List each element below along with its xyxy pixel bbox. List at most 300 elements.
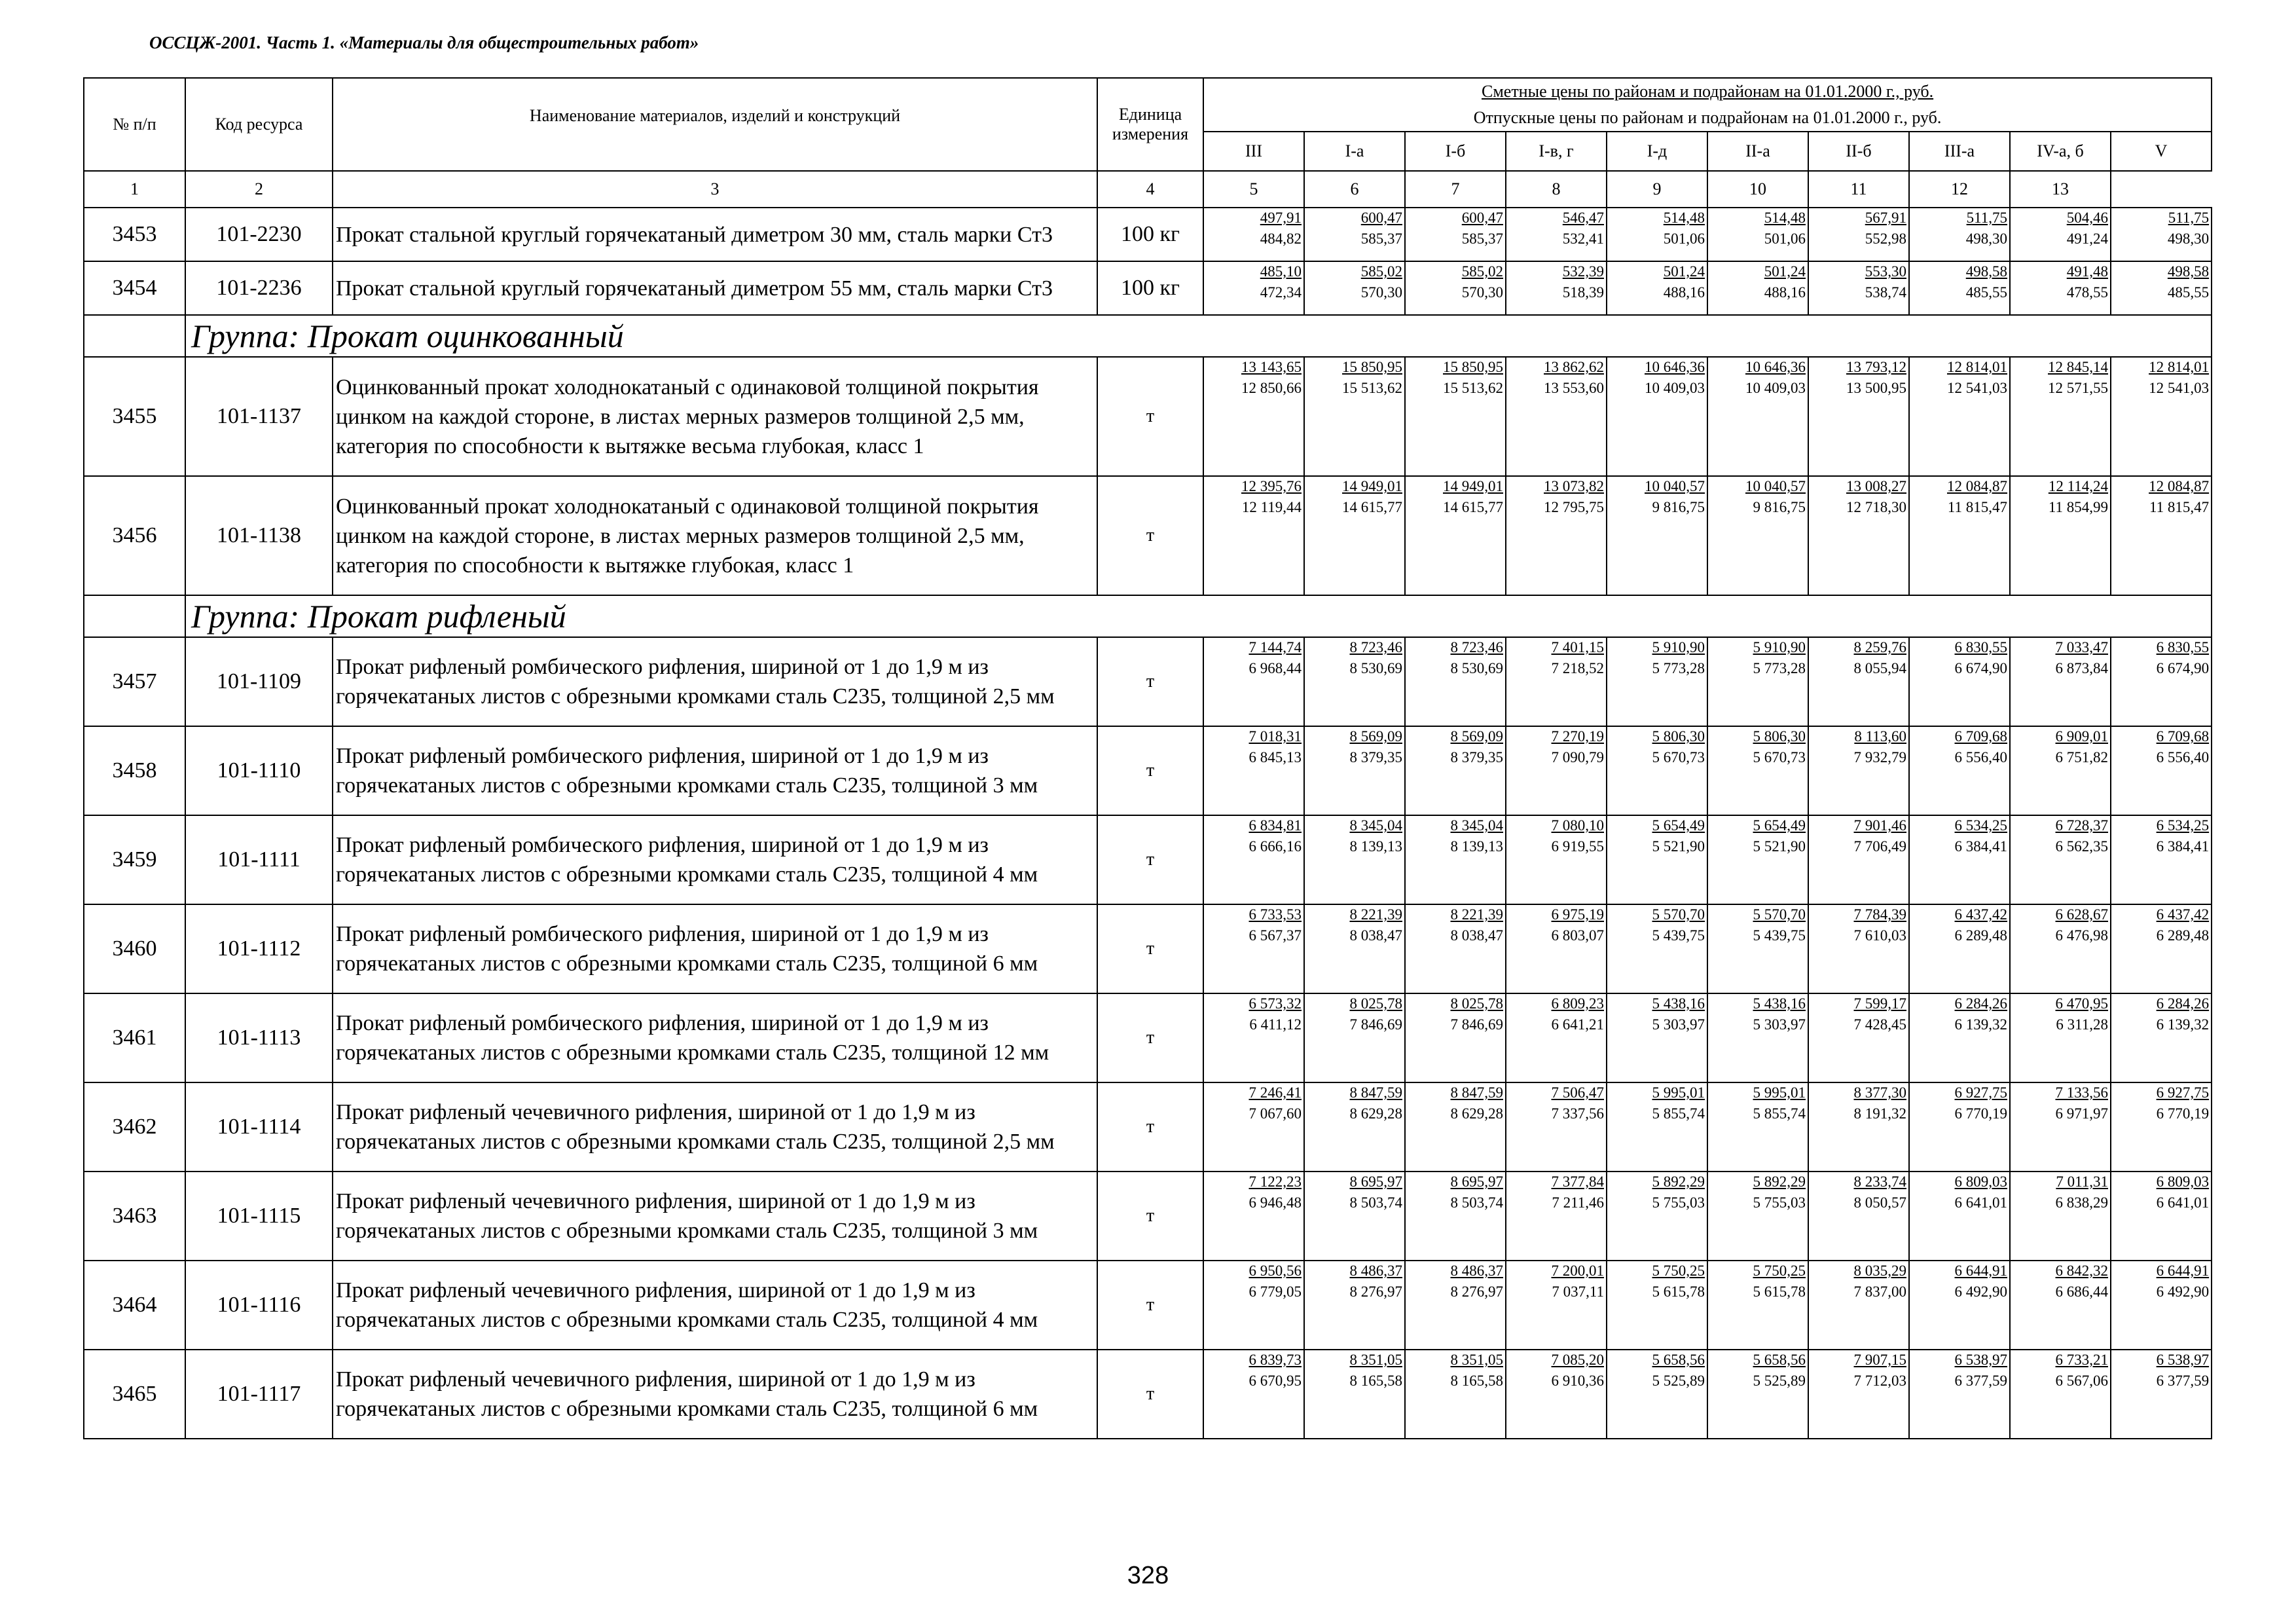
estimated-price: 6 728,37 — [2055, 817, 2108, 834]
estimated-price: 15 850,95 — [1342, 359, 1402, 375]
estimated-price: 10 040,57 — [1645, 478, 1705, 494]
estimated-price: 7 907,15 — [1853, 1352, 1906, 1368]
release-price: 8 503,74 — [1349, 1194, 1402, 1211]
release-price: 8 165,58 — [1349, 1373, 1402, 1389]
estimated-price: 13 862,62 — [1544, 359, 1604, 375]
release-price: 6 968,44 — [1248, 660, 1302, 676]
estimated-price: 6 909,01 — [2055, 728, 2108, 745]
price-cell — [2010, 993, 2111, 1082]
column-number: 4 — [1097, 171, 1203, 208]
price-cell — [1607, 476, 1707, 595]
price-cell — [1707, 637, 1808, 726]
resource-code: 101-2236 — [185, 261, 333, 315]
release-price: 12 850,66 — [1241, 380, 1302, 396]
column-number: 9 — [1607, 171, 1707, 208]
header-prices-release: Отпускные цены по районам и подрайонам на 01.01.2000 г., руб. — [1473, 108, 1942, 127]
column-number: 6 — [1304, 171, 1405, 208]
price-cell — [1808, 815, 1909, 904]
release-price: 488,16 — [1663, 284, 1705, 301]
release-price: 5 755,03 — [1753, 1194, 1806, 1211]
estimated-price: 6 644,91 — [1954, 1263, 2007, 1279]
material-name: Прокат рифленый чечевичного рифления, шириной от 1 до 1,9 м из горячекатаных листов с обрезными кромками сталь С235, толщиной 4 мм — [333, 1261, 1097, 1350]
price-cell — [1405, 637, 1506, 726]
release-price: 8 191,32 — [1853, 1105, 1906, 1122]
price-cell — [1203, 1082, 1304, 1172]
price-cell — [1506, 261, 1607, 315]
release-price: 6 946,48 — [1248, 1194, 1302, 1211]
release-price: 8 276,97 — [1450, 1283, 1503, 1300]
header-region: I-б — [1405, 132, 1506, 171]
price-cell — [1506, 1082, 1607, 1172]
release-price: 5 525,89 — [1753, 1373, 1806, 1389]
estimated-price: 7 377,84 — [1551, 1173, 1604, 1190]
row-number: 3462 — [84, 1082, 185, 1172]
row-number: 3453 — [84, 208, 185, 261]
release-price: 6 476,98 — [2055, 927, 2108, 944]
release-price: 6 803,07 — [1551, 927, 1604, 944]
release-price: 532,41 — [1562, 231, 1604, 247]
row-number: 3460 — [84, 904, 185, 993]
price-cell — [2111, 476, 2212, 595]
release-price: 7 846,69 — [1450, 1016, 1503, 1033]
estimated-price: 6 809,03 — [1954, 1173, 2007, 1190]
price-cell — [1607, 261, 1707, 315]
estimated-price: 5 654,49 — [1753, 817, 1806, 834]
estimated-price: 6 573,32 — [1248, 995, 1302, 1012]
release-price: 552,98 — [1865, 231, 1906, 247]
price-cell — [2111, 1082, 2212, 1172]
estimated-price: 567,91 — [1865, 210, 1906, 226]
release-price: 6 845,13 — [1248, 749, 1302, 766]
price-cell — [1909, 1172, 2010, 1261]
estimated-price: 8 233,74 — [1853, 1173, 1906, 1190]
price-cell — [1203, 208, 1304, 261]
estimated-price: 6 534,25 — [1954, 817, 2007, 834]
estimated-price: 7 122,23 — [1248, 1173, 1302, 1190]
price-cell — [2111, 993, 2212, 1082]
unit-of-measure: т — [1097, 476, 1203, 595]
price-cell — [1506, 208, 1607, 261]
material-name: Прокат рифленый ромбического рифления, шириной от 1 до 1,9 м из горячекатаных листов с обрезными кромками сталь С235, толщиной 4 мм — [333, 815, 1097, 904]
table-row — [84, 1350, 2212, 1439]
price-cell — [1506, 726, 1607, 815]
estimated-price: 8 221,39 — [1349, 906, 1402, 923]
release-price: 6 562,35 — [2055, 838, 2108, 855]
page-number: 328 — [1127, 1562, 1169, 1589]
price-cell — [1203, 1261, 1304, 1350]
release-price: 5 521,90 — [1753, 838, 1806, 855]
estimated-price: 501,24 — [1764, 263, 1806, 280]
release-price: 11 815,47 — [2149, 499, 2210, 515]
table-row — [84, 357, 2212, 476]
price-cell — [1909, 1082, 2010, 1172]
release-price: 7 428,45 — [1853, 1016, 1906, 1033]
release-price: 6 674,90 — [1954, 660, 2007, 676]
price-cell — [2010, 637, 2111, 726]
estimated-price: 491,48 — [2066, 263, 2108, 280]
price-cell — [1808, 208, 1909, 261]
unit-of-measure: т — [1097, 726, 1203, 815]
release-price: 6 770,19 — [2156, 1105, 2210, 1122]
estimated-price: 13 073,82 — [1544, 478, 1604, 494]
release-price: 5 521,90 — [1652, 838, 1705, 855]
estimated-price: 498,58 — [2167, 263, 2210, 280]
estimated-price: 5 750,25 — [1753, 1263, 1806, 1279]
price-cell — [1304, 208, 1405, 261]
release-price: 10 409,03 — [1645, 380, 1705, 396]
estimated-price: 13 793,12 — [1846, 359, 1906, 375]
release-price: 11 815,47 — [1947, 499, 2007, 515]
estimated-price: 6 284,26 — [2156, 995, 2210, 1012]
header-name: Наименование материалов, изделий и конструкций — [333, 78, 1097, 171]
estimated-price: 12 814,01 — [2149, 359, 2210, 375]
estimated-price: 8 025,78 — [1450, 995, 1503, 1012]
header-region: V — [2111, 132, 2212, 171]
price-cell — [1203, 1350, 1304, 1439]
estimated-price: 14 949,01 — [1443, 478, 1503, 494]
price-cell — [1707, 726, 1808, 815]
release-price: 7 932,79 — [1853, 749, 1906, 766]
release-price: 15 513,62 — [1342, 380, 1402, 396]
price-cell — [1607, 357, 1707, 476]
release-price: 6 910,36 — [1551, 1373, 1604, 1389]
release-price: 6 770,19 — [1954, 1105, 2007, 1122]
estimated-price: 6 830,55 — [2156, 639, 2210, 655]
estimated-price: 12 845,14 — [2048, 359, 2108, 375]
price-cell — [1506, 904, 1607, 993]
release-price: 501,06 — [1663, 231, 1705, 247]
price-cell — [1304, 904, 1405, 993]
estimated-price: 13 143,65 — [1241, 359, 1302, 375]
price-cell — [1808, 1082, 1909, 1172]
estimated-price: 5 910,90 — [1652, 639, 1705, 655]
price-cell — [1909, 904, 2010, 993]
estimated-price: 7 401,15 — [1551, 639, 1604, 655]
price-cell — [1707, 904, 1808, 993]
estimated-price: 585,02 — [1461, 263, 1503, 280]
row-number: 3456 — [84, 476, 185, 595]
release-price: 8 503,74 — [1450, 1194, 1503, 1211]
unit-of-measure: 100 кг — [1097, 261, 1203, 315]
estimated-price: 13 008,27 — [1846, 478, 1906, 494]
unit-of-measure: т — [1097, 815, 1203, 904]
release-price: 6 411,12 — [1249, 1016, 1302, 1033]
estimated-price: 514,48 — [1663, 210, 1705, 226]
table-row — [84, 637, 2212, 726]
estimated-price: 6 733,53 — [1248, 906, 1302, 923]
header-region: III-а — [1909, 132, 2010, 171]
estimated-price: 6 437,42 — [2156, 906, 2210, 923]
price-cell — [1203, 357, 1304, 476]
estimated-price: 12 114,24 — [2048, 478, 2108, 494]
estimated-price: 5 910,90 — [1753, 639, 1806, 655]
release-price: 5 615,78 — [1652, 1283, 1705, 1300]
price-cell — [1506, 476, 1607, 595]
estimated-price: 8 221,39 — [1450, 906, 1503, 923]
price-cell — [1506, 993, 1607, 1082]
column-number: 1 — [84, 171, 185, 208]
price-cell — [1304, 637, 1405, 726]
material-name: Оцинкованный прокат холоднокатаный с одинаковой толщиной покрытия цинком на каждой стороне, в листах мерных размеров толщиной 2,5 мм, категория по способности к вытяжке весьма глубокая, класс 1 — [333, 357, 1097, 476]
release-price: 6 919,55 — [1551, 838, 1604, 855]
release-price: 5 855,74 — [1652, 1105, 1705, 1122]
price-cell — [1203, 476, 1304, 595]
material-name: Прокат рифленый чечевичного рифления, шириной от 1 до 1,9 м из горячекатаных листов с обрезными кромками сталь С235, толщиной 3 мм — [333, 1172, 1097, 1261]
material-name: Прокат рифленый чечевичного рифления, шириной от 1 до 1,9 м из горячекатаных листов с обрезными кромками сталь С235, толщиной 6 мм — [333, 1350, 1097, 1439]
release-price: 485,55 — [2167, 284, 2210, 301]
estimated-price: 6 644,91 — [2156, 1263, 2210, 1279]
estimated-price: 10 646,36 — [1745, 359, 1806, 375]
estimated-price: 511,75 — [1966, 210, 2007, 226]
estimated-price: 7 018,31 — [1248, 728, 1302, 745]
estimated-price: 6 470,95 — [2055, 995, 2108, 1012]
header-region: II-а — [1707, 132, 1808, 171]
estimated-price: 6 733,21 — [2055, 1352, 2108, 1368]
release-price: 15 513,62 — [1443, 380, 1503, 396]
estimated-price: 6 834,81 — [1248, 817, 1302, 834]
release-price: 9 816,75 — [1753, 499, 1806, 515]
resource-code: 101-1114 — [185, 1082, 333, 1172]
price-cell — [1203, 993, 1304, 1082]
table-row — [84, 1082, 2212, 1172]
estimated-price: 7 599,17 — [1853, 995, 1906, 1012]
release-price: 13 553,60 — [1544, 380, 1604, 396]
estimated-price: 6 284,26 — [1954, 995, 2007, 1012]
release-price: 538,74 — [1865, 284, 1906, 301]
release-price: 12 119,44 — [1241, 499, 1302, 515]
estimated-price: 532,39 — [1562, 263, 1604, 280]
release-price: 6 567,37 — [1248, 927, 1302, 944]
price-cell — [1405, 1350, 1506, 1439]
estimated-price: 6 809,23 — [1551, 995, 1604, 1012]
release-price: 12 795,75 — [1544, 499, 1604, 515]
unit-of-measure: т — [1097, 357, 1203, 476]
price-cell — [2111, 726, 2212, 815]
estimated-price: 8 847,59 — [1349, 1084, 1402, 1101]
price-cell — [1304, 726, 1405, 815]
price-cell — [1707, 1172, 1808, 1261]
price-cell — [1909, 261, 2010, 315]
resource-code: 101-1113 — [185, 993, 333, 1082]
price-cell — [2010, 726, 2111, 815]
table-row — [84, 993, 2212, 1082]
estimated-price: 485,10 — [1260, 263, 1302, 280]
estimated-price: 8 351,05 — [1349, 1352, 1402, 1368]
release-price: 7 610,03 — [1853, 927, 1906, 944]
price-cell — [2010, 476, 2111, 595]
price-cell — [2111, 261, 2212, 315]
price-cell — [1506, 815, 1607, 904]
table-row — [84, 208, 2212, 261]
price-cell — [1909, 1350, 2010, 1439]
document-header: ОССЦЖ-2001. Часть 1. «Материалы для общестроительных работ» — [149, 33, 699, 52]
release-price: 14 615,77 — [1443, 499, 1503, 515]
release-price: 570,30 — [1360, 284, 1402, 301]
estimated-price: 585,02 — [1360, 263, 1402, 280]
price-cell — [2010, 1082, 2111, 1172]
estimated-price: 504,46 — [2066, 210, 2108, 226]
price-cell — [1808, 637, 1909, 726]
estimated-price: 8 723,46 — [1450, 639, 1503, 655]
release-price: 6 641,01 — [2156, 1194, 2210, 1211]
estimated-price: 7 901,46 — [1853, 817, 1906, 834]
price-cell — [1304, 476, 1405, 595]
release-price: 472,34 — [1260, 284, 1302, 301]
release-price: 6 377,59 — [2156, 1373, 2210, 1389]
unit-of-measure: т — [1097, 1261, 1203, 1350]
release-price: 6 384,41 — [2156, 838, 2210, 855]
price-cell — [2010, 1350, 2111, 1439]
estimated-price: 6 538,97 — [2156, 1352, 2210, 1368]
release-price: 491,24 — [2066, 231, 2108, 247]
price-cell — [2010, 1261, 2111, 1350]
material-name: Прокат рифленый ромбического рифления, шириной от 1 до 1,9 м из горячекатаных листов с обрезными кромками сталь С235, толщиной 6 мм — [333, 904, 1097, 993]
price-cell — [1909, 357, 2010, 476]
price-cell — [1808, 476, 1909, 595]
release-price: 6 779,05 — [1248, 1283, 1302, 1300]
release-price: 5 303,97 — [1652, 1016, 1705, 1033]
unit-of-measure: т — [1097, 1350, 1203, 1439]
price-cell — [1808, 1261, 1909, 1350]
price-cell — [1707, 476, 1808, 595]
column-number: 8 — [1506, 171, 1607, 208]
release-price: 6 139,32 — [1954, 1016, 2007, 1033]
release-price: 6 567,06 — [2055, 1373, 2108, 1389]
price-cell — [1304, 1172, 1405, 1261]
table-row — [84, 261, 2212, 315]
price-cell — [1808, 357, 1909, 476]
estimated-price: 553,30 — [1865, 263, 1906, 280]
estimated-price: 7 011,31 — [2056, 1173, 2108, 1190]
release-price: 6 492,90 — [2156, 1283, 2210, 1300]
estimated-price: 5 892,29 — [1753, 1173, 1806, 1190]
price-cell — [2111, 208, 2212, 261]
estimated-price: 8 259,76 — [1853, 639, 1906, 655]
estimated-price: 5 654,49 — [1652, 817, 1705, 834]
release-price: 498,30 — [1965, 231, 2007, 247]
header-region: IV-а, б — [2010, 132, 2111, 171]
price-cell — [2111, 904, 2212, 993]
release-price: 585,37 — [1461, 231, 1503, 247]
release-price: 570,30 — [1461, 284, 1503, 301]
price-cell — [1607, 637, 1707, 726]
price-cell — [1506, 357, 1607, 476]
estimated-price: 6 950,56 — [1248, 1263, 1302, 1279]
estimated-price: 6 927,75 — [2156, 1084, 2210, 1101]
estimated-price: 6 534,25 — [2156, 817, 2210, 834]
price-cell — [1707, 815, 1808, 904]
price-cell — [1203, 261, 1304, 315]
estimated-price: 8 569,09 — [1349, 728, 1402, 745]
price-cell — [1909, 726, 2010, 815]
resource-code: 101-1110 — [185, 726, 333, 815]
release-price: 8 165,58 — [1450, 1373, 1503, 1389]
release-price: 8 629,28 — [1450, 1105, 1503, 1122]
release-price: 13 500,95 — [1846, 380, 1906, 396]
table-row — [84, 476, 2212, 595]
price-cell — [1304, 993, 1405, 1082]
release-price: 518,39 — [1562, 284, 1604, 301]
price-cell — [1405, 904, 1506, 993]
estimated-price: 7 506,47 — [1551, 1084, 1604, 1101]
unit-of-measure: т — [1097, 904, 1203, 993]
estimated-price: 8 486,37 — [1349, 1263, 1402, 1279]
release-price: 7 218,52 — [1551, 660, 1604, 676]
estimated-price: 511,75 — [2168, 210, 2210, 226]
release-price: 8 629,28 — [1349, 1105, 1402, 1122]
price-cell — [1405, 261, 1506, 315]
release-price: 5 615,78 — [1753, 1283, 1806, 1300]
release-price: 6 873,84 — [2055, 660, 2108, 676]
row-number: 3463 — [84, 1172, 185, 1261]
estimated-price: 8 377,30 — [1853, 1084, 1906, 1101]
estimated-price: 5 750,25 — [1652, 1263, 1705, 1279]
price-cell — [2010, 1172, 2111, 1261]
estimated-price: 10 646,36 — [1645, 359, 1705, 375]
release-price: 6 670,95 — [1248, 1373, 1302, 1389]
release-price: 12 718,30 — [1846, 499, 1906, 515]
resource-code: 101-1112 — [185, 904, 333, 993]
price-cell — [1304, 261, 1405, 315]
release-price: 6 641,21 — [1551, 1016, 1604, 1033]
release-price: 585,37 — [1360, 231, 1402, 247]
estimated-price: 6 628,67 — [2055, 906, 2108, 923]
price-cell — [1607, 208, 1707, 261]
table-row — [84, 1261, 2212, 1350]
price-cell — [1707, 1082, 1808, 1172]
price-cell — [1707, 1350, 1808, 1439]
release-price: 6 674,90 — [2156, 660, 2210, 676]
estimated-price: 600,47 — [1360, 210, 1402, 226]
estimated-price: 8 695,97 — [1349, 1173, 1402, 1190]
price-cell — [1304, 815, 1405, 904]
estimated-price: 6 709,68 — [1954, 728, 2007, 745]
estimated-price: 6 538,97 — [1954, 1352, 2007, 1368]
table-row — [84, 904, 2212, 993]
row-number: 3458 — [84, 726, 185, 815]
unit-of-measure: т — [1097, 637, 1203, 726]
estimated-price: 7 033,47 — [2055, 639, 2108, 655]
header-unit: Единица измерения — [1097, 78, 1203, 171]
column-number: 12 — [1909, 171, 2010, 208]
price-cell — [1909, 993, 2010, 1082]
table-row — [84, 815, 2212, 904]
table-row — [84, 726, 2212, 815]
price-cell — [1203, 1172, 1304, 1261]
price-cell — [1203, 726, 1304, 815]
price-cell — [1808, 1172, 1909, 1261]
estimated-price: 5 438,16 — [1652, 995, 1705, 1012]
price-cell — [1607, 993, 1707, 1082]
price-cell — [1707, 1261, 1808, 1350]
estimated-price: 14 949,01 — [1342, 478, 1402, 494]
release-price: 5 303,97 — [1753, 1016, 1806, 1033]
release-price: 7 706,49 — [1853, 838, 1906, 855]
estimated-price: 8 113,60 — [1854, 728, 1906, 745]
estimated-price: 12 084,87 — [1947, 478, 2007, 494]
estimated-price: 8 569,09 — [1450, 728, 1503, 745]
price-cell — [1808, 1350, 1909, 1439]
price-cell — [1304, 1350, 1405, 1439]
price-cell — [1707, 357, 1808, 476]
price-cell — [1203, 904, 1304, 993]
estimated-price: 7 085,20 — [1551, 1352, 1604, 1368]
price-cell — [1405, 726, 1506, 815]
price-cell — [1405, 815, 1506, 904]
price-cell — [1405, 1261, 1506, 1350]
price-cell — [1203, 637, 1304, 726]
material-name: Прокат рифленый ромбического рифления, шириной от 1 до 1,9 м из горячекатаных листов с обрезными кромками сталь С235, толщиной 12 мм — [333, 993, 1097, 1082]
